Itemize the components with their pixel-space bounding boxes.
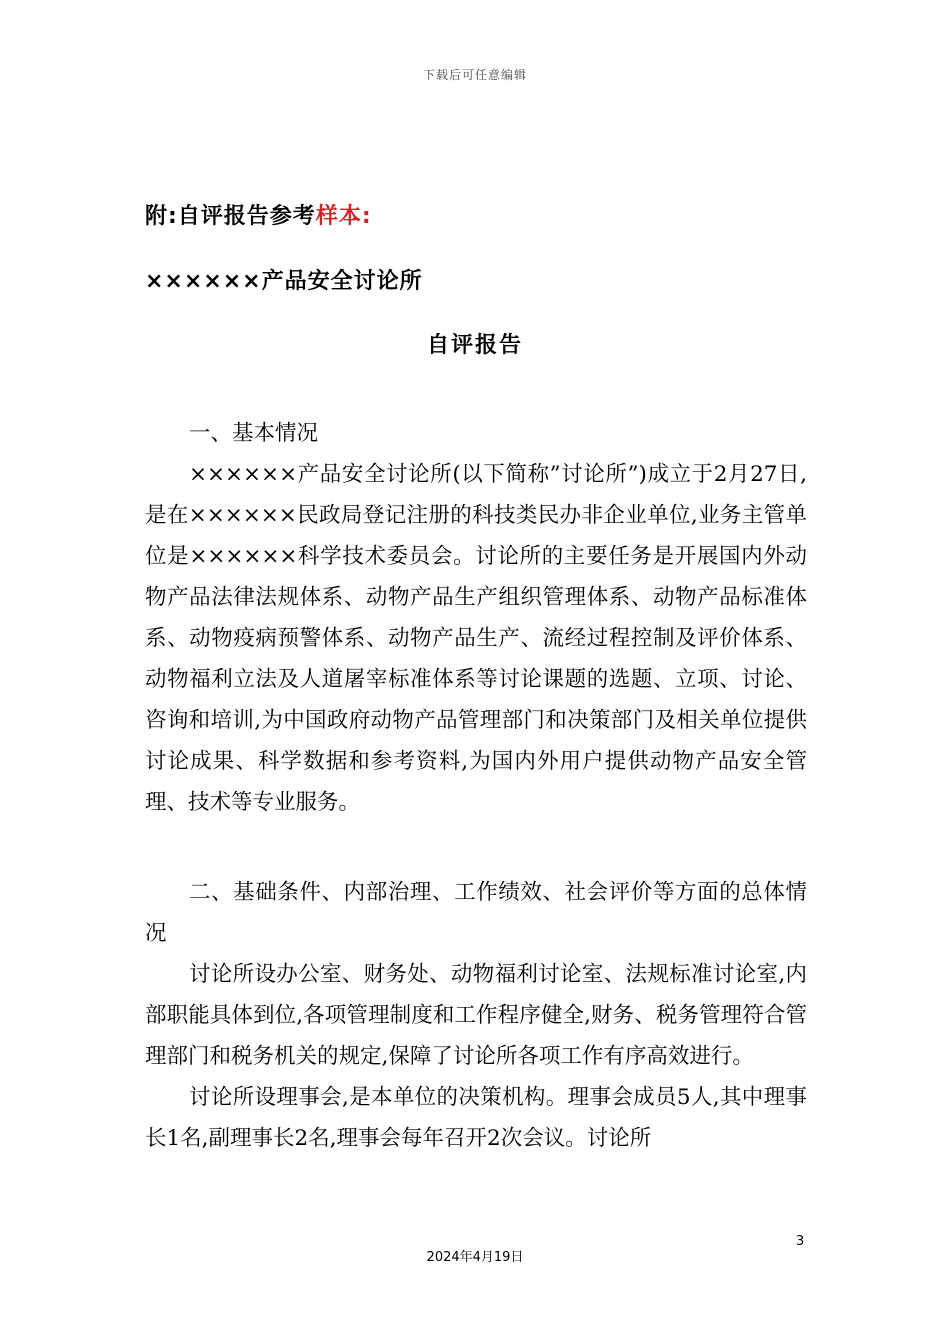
paragraph: ××××××产品安全讨论所(以下简称”讨论所”)成立于2月27日,是在××××××民政局登记注册的科技类民办非企业单位,业务主管单位是××××××科学技术委员会。讨论所的主要任务是开展国内外动物产品法律法规体系、动物产品生产组织管理体系、动物产品标准体系、动物疫病预警体系、动物产品生产、流经过程控制及评价体系、动物福利立法及人道屠宰标准体系等讨论课题的选题、立项、讨论、咨询和培训,为中国政府动物产品管理部门和决策部门及相关单位提供讨论成果、科学数据和参考资料,为国内外用户提供动物产品安全管理、技术等专业服务。 [145,462,807,815]
document-title: 自评报告 [426,333,523,358]
paragraph: 讨论所设办公室、财务处、动物福利讨论室、法规标准讨论室,内部职能具体到位,各项管理制度和工作程序健全,财务、税务管理符合管理部门和税务机关的规定,保障了讨论所各项工作有序高效进行。 [145,962,807,1069]
footer-date: 2024年4月19日 [426,1250,524,1265]
paragraph: 讨论所设理事会,是本单位的决策机构。理事会成员5人,其中理事长1名,副理事长2名,理事会每年召开2次会议。讨论所 [145,1085,807,1151]
attachment-highlight: 样本: [315,204,372,229]
header-note: 下载后可任意编辑 [422,68,527,82]
attachment-prefix: 附:自评报告参考 [145,204,316,229]
attachment-heading [145,199,372,230]
section-heading: 一、基本情况 [189,421,319,446]
section-basic-info [145,413,807,823]
section-overall-status [145,872,807,1159]
page-number: 3 [796,1234,805,1249]
organization-name: ××××××产品安全讨论所 [145,269,423,294]
section-heading: 二、基础条件、内部治理、工作绩效、社会评价等方面的总体情况 [145,880,807,946]
